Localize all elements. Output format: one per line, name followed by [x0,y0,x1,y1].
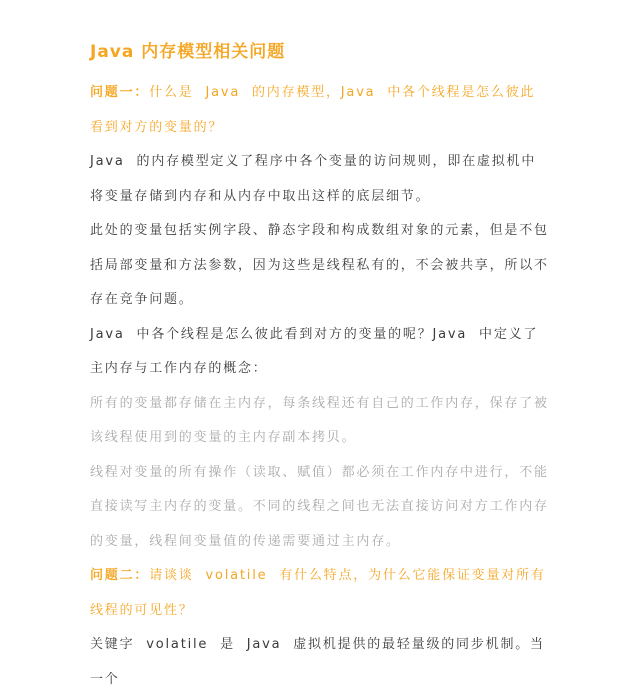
paragraph-thread-visibility: Java 中各个线程是怎么彼此看到对方的变量的呢？Java 中定义了主内存与工作内存的概念： [90,326,539,376]
paragraph-variables: 此处的变量包括实例字段、静态字段和构成数组对象的元素，但是不包括局部变量和方法参数，因为这些是线程私有的，不会被共享，所以不存在竞争问题。 [90,223,549,307]
paragraph-memory-model: Java 的内存模型定义了程序中各个变量的访问规则，即在虚拟机中将变量存储到内存和从内存中取出这样的底层细节。 [90,154,537,204]
paragraph-working-memory: 线程对变量的所有操作（读取、赋值）都必须在工作内存中进行，不能直接读写主内存的变量。不同的线程之间也无法直接访问对方工作内存的变量，线程间变量值的传递需要通过主内存。 [90,464,549,549]
question-one-lead: 问题一： [90,85,150,100]
article-title: Java 内存模型相关问题 [90,42,286,62]
paragraph-volatile: 关键字 volatile 是 Java 虚拟机提供的最轻量级的同步机制。当一个 [90,637,545,687]
article [90,38,550,697]
paragraph-main-memory: 所有的变量都存储在主内存，每条线程还有自己的工作内存，保存了被该线程使用到的变量的主内存副本拷贝。 [90,395,549,445]
question-two [90,559,550,628]
question-one [90,76,550,145]
question-two-lead: 问题二： [90,568,150,583]
question-two-text: 请谈谈 volatile 有什么特点，为什么它能保证变量对所有线程的可见性？ [90,568,546,618]
question-one-text: 什么是 Java 的内存模型，Java 中各个线程是怎么彼此看到对方的变量的？ [90,85,536,135]
